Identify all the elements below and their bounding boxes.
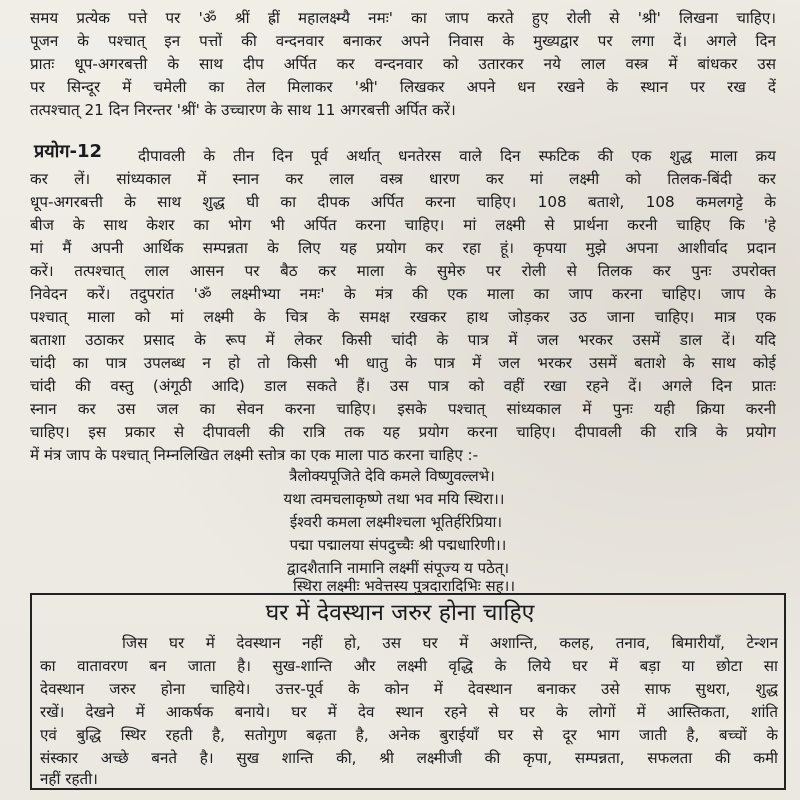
- text-line: दीपावली के तीन दिन पूर्व अर्थात् धनतेरस वाले दिन स्फटिक की एक शुद्ध माला क्रय: [138, 147, 776, 165]
- text-line: बताशा उठाकर प्रसाद के रूप में लेकर किसी चांदी के पात्र में जल भरकर उसमें डाल दें। यदि: [30, 331, 776, 349]
- text-line: मां मैं अपनी आर्थिक सम्पन्नता के लिए यह प्रयोग कर रहा हूं। कृपया मुझे अपना आशीर्वाद प्रदान: [30, 239, 776, 257]
- box-text-line: एवं बुद्धि स्थिर रहती है, सतोगुण बढ़ता है, अनेक बुराईयाँ घर से दूर भाग जाती है, बच्चों के: [40, 726, 778, 744]
- text-line: चांदी की वस्तु (अंगूठी आदि) डाल सकते हैं। उस पात्र को वहीं रखा रहने दें। अगले दिन प्रातः: [30, 377, 776, 395]
- box-text-line: जिस घर में देवस्थान नहीं हो, उस घर में अशान्ति, कलह, तनाव, बिमारीयाँ, टेन्शन: [122, 634, 778, 652]
- text-line: पूजन के पश्चात् इन पत्तों की वन्दनवार बनाकर अपने निवास के मुख्यद्वार पर लगा दें। अगले दिन: [30, 32, 776, 50]
- box-text-line: का वातावरण बन जाता है। सुख-शान्ति और लक्ष्मी वृद्धि के लिये घर में बड़ा या छोटा सा: [40, 657, 778, 675]
- text-line: प्रातः धूप-अगरबत्ती के साथ दीप अर्पित कर वन्दनवार को उतारकर नये लाल वस्त्र में बांधकर उस: [30, 55, 776, 73]
- text-line: तत्पश्चात् 21 दिन निरन्तर 'श्रीं' के उच्चारण के साथ 11 अगरबत्ती अर्पित करें।: [30, 101, 456, 119]
- text-line: समय प्रत्येक पत्ते पर 'ॐ श्रीं ह्रीं महालक्ष्म्यै नमः' का जाप करते हुए रोली से 'श्री' लिखना चाहिए।: [30, 9, 776, 27]
- box-text-line: संस्कार अच्छे बनते है। सुख शान्ति की, श्री लक्ष्मीजी की कृपा, सम्पन्नता, सफलता की कमी: [40, 749, 778, 767]
- verse-line: पद्मा पद्मालया संपदुच्चैः श्री पद्मधारिणी।।: [289, 536, 507, 554]
- box-title: घर में देवस्थान जरुर होना चाहिए: [265, 600, 535, 626]
- text-line: बीज के साथ केशर का भोग भी अर्पित करना चाहिए। मां लक्ष्मी से प्रार्थना करनी चाहिए कि 'हे: [30, 216, 776, 234]
- text-line: धूप-अगरबत्ती के साथ शुद्ध घी का दीपक अर्पित करना चाहिए। 108 बताशे, 108 कमलगट्टे के: [30, 193, 776, 211]
- verse-line: ईश्वरी कमला लक्ष्मीश्चला भूतिर्हरिप्रिया।: [289, 513, 503, 531]
- text-line: पर सिन्दूर में चमेली का तेल मिलाकर 'श्री' लिखकर अपने धन रखने के स्थान पर रख दें: [30, 78, 776, 96]
- text-line: स्नान कर उस जल का सेवन करना चाहिए। इसके पश्चात् सांध्यकाल में पुनः यही क्रिया करनी: [30, 400, 776, 418]
- text-line: में मंत्र जाप के पश्चात् निम्नलिखित लक्ष्मी स्तोत्र का एक माला पाठ करना चाहिए :-: [30, 446, 479, 464]
- verse-line: यथा त्वमचलाकृष्णे तथा भव मयि स्थिरा।।: [283, 490, 505, 508]
- text-line: चांदी का पात्र उपलब्ध न हो तो किसी भी धातु के पात्र में जल भरकर उसमें बताशे के साथ कोई: [30, 354, 776, 372]
- box-text-line: नहीं रहती।: [40, 770, 98, 788]
- text-line: करें। तत्पश्चात् लाल आसन पर बैठ कर माला के सुमेरु पर रोली से तिलक कर पुनः उपरोक्त: [30, 262, 776, 280]
- verse-line: स्थिरा लक्ष्मीः भवेत्तस्य पुत्रदारादिभिः सह।।: [292, 577, 516, 595]
- verse-line: त्रैलोक्यपूजिते देवि कमले विष्णुवल्लभे।: [289, 467, 495, 485]
- text-line: निवेदन करें। तदुपरांत 'ॐ लक्ष्मीभ्या नमः' के मंत्र की एक माला का जाप करना चाहिए। जाप के: [30, 285, 776, 303]
- box-text-line: रखें। देखने में आकर्षक बनाये। घर में देव स्थान रहने से घर के लोगों में आस्तिकता, शांति: [40, 703, 778, 721]
- text-line: पश्चात् माला को मां लक्ष्मी के चित्र के समक्ष रखकर हाथ जोड़कर उठ जाना चाहिए। मात्र एक: [30, 308, 776, 326]
- verse-line: द्वादशैतानि नामानि लक्ष्मीं संपूज्य य पठेत्।: [286, 559, 510, 577]
- text-line: कर लें। सांध्यकाल में स्नान कर लाल वस्त्र धारण कर मां लक्ष्मी को तिलक-बिंदी कर: [30, 170, 776, 188]
- box-text-line: देवस्थान जरुर होना चाहिये। उत्तर-पूर्व के कोन में देवस्थान बनाकर उसे साफ सुथरा, शुद्ध: [40, 680, 778, 698]
- section-heading: प्रयोग-12: [34, 141, 102, 162]
- text-line: चाहिए। इस प्रकार से दीपावली की रात्रि तक यह प्रयोग करना चाहिए। दीपावली की रात्रि के प्रयोग: [30, 423, 776, 441]
